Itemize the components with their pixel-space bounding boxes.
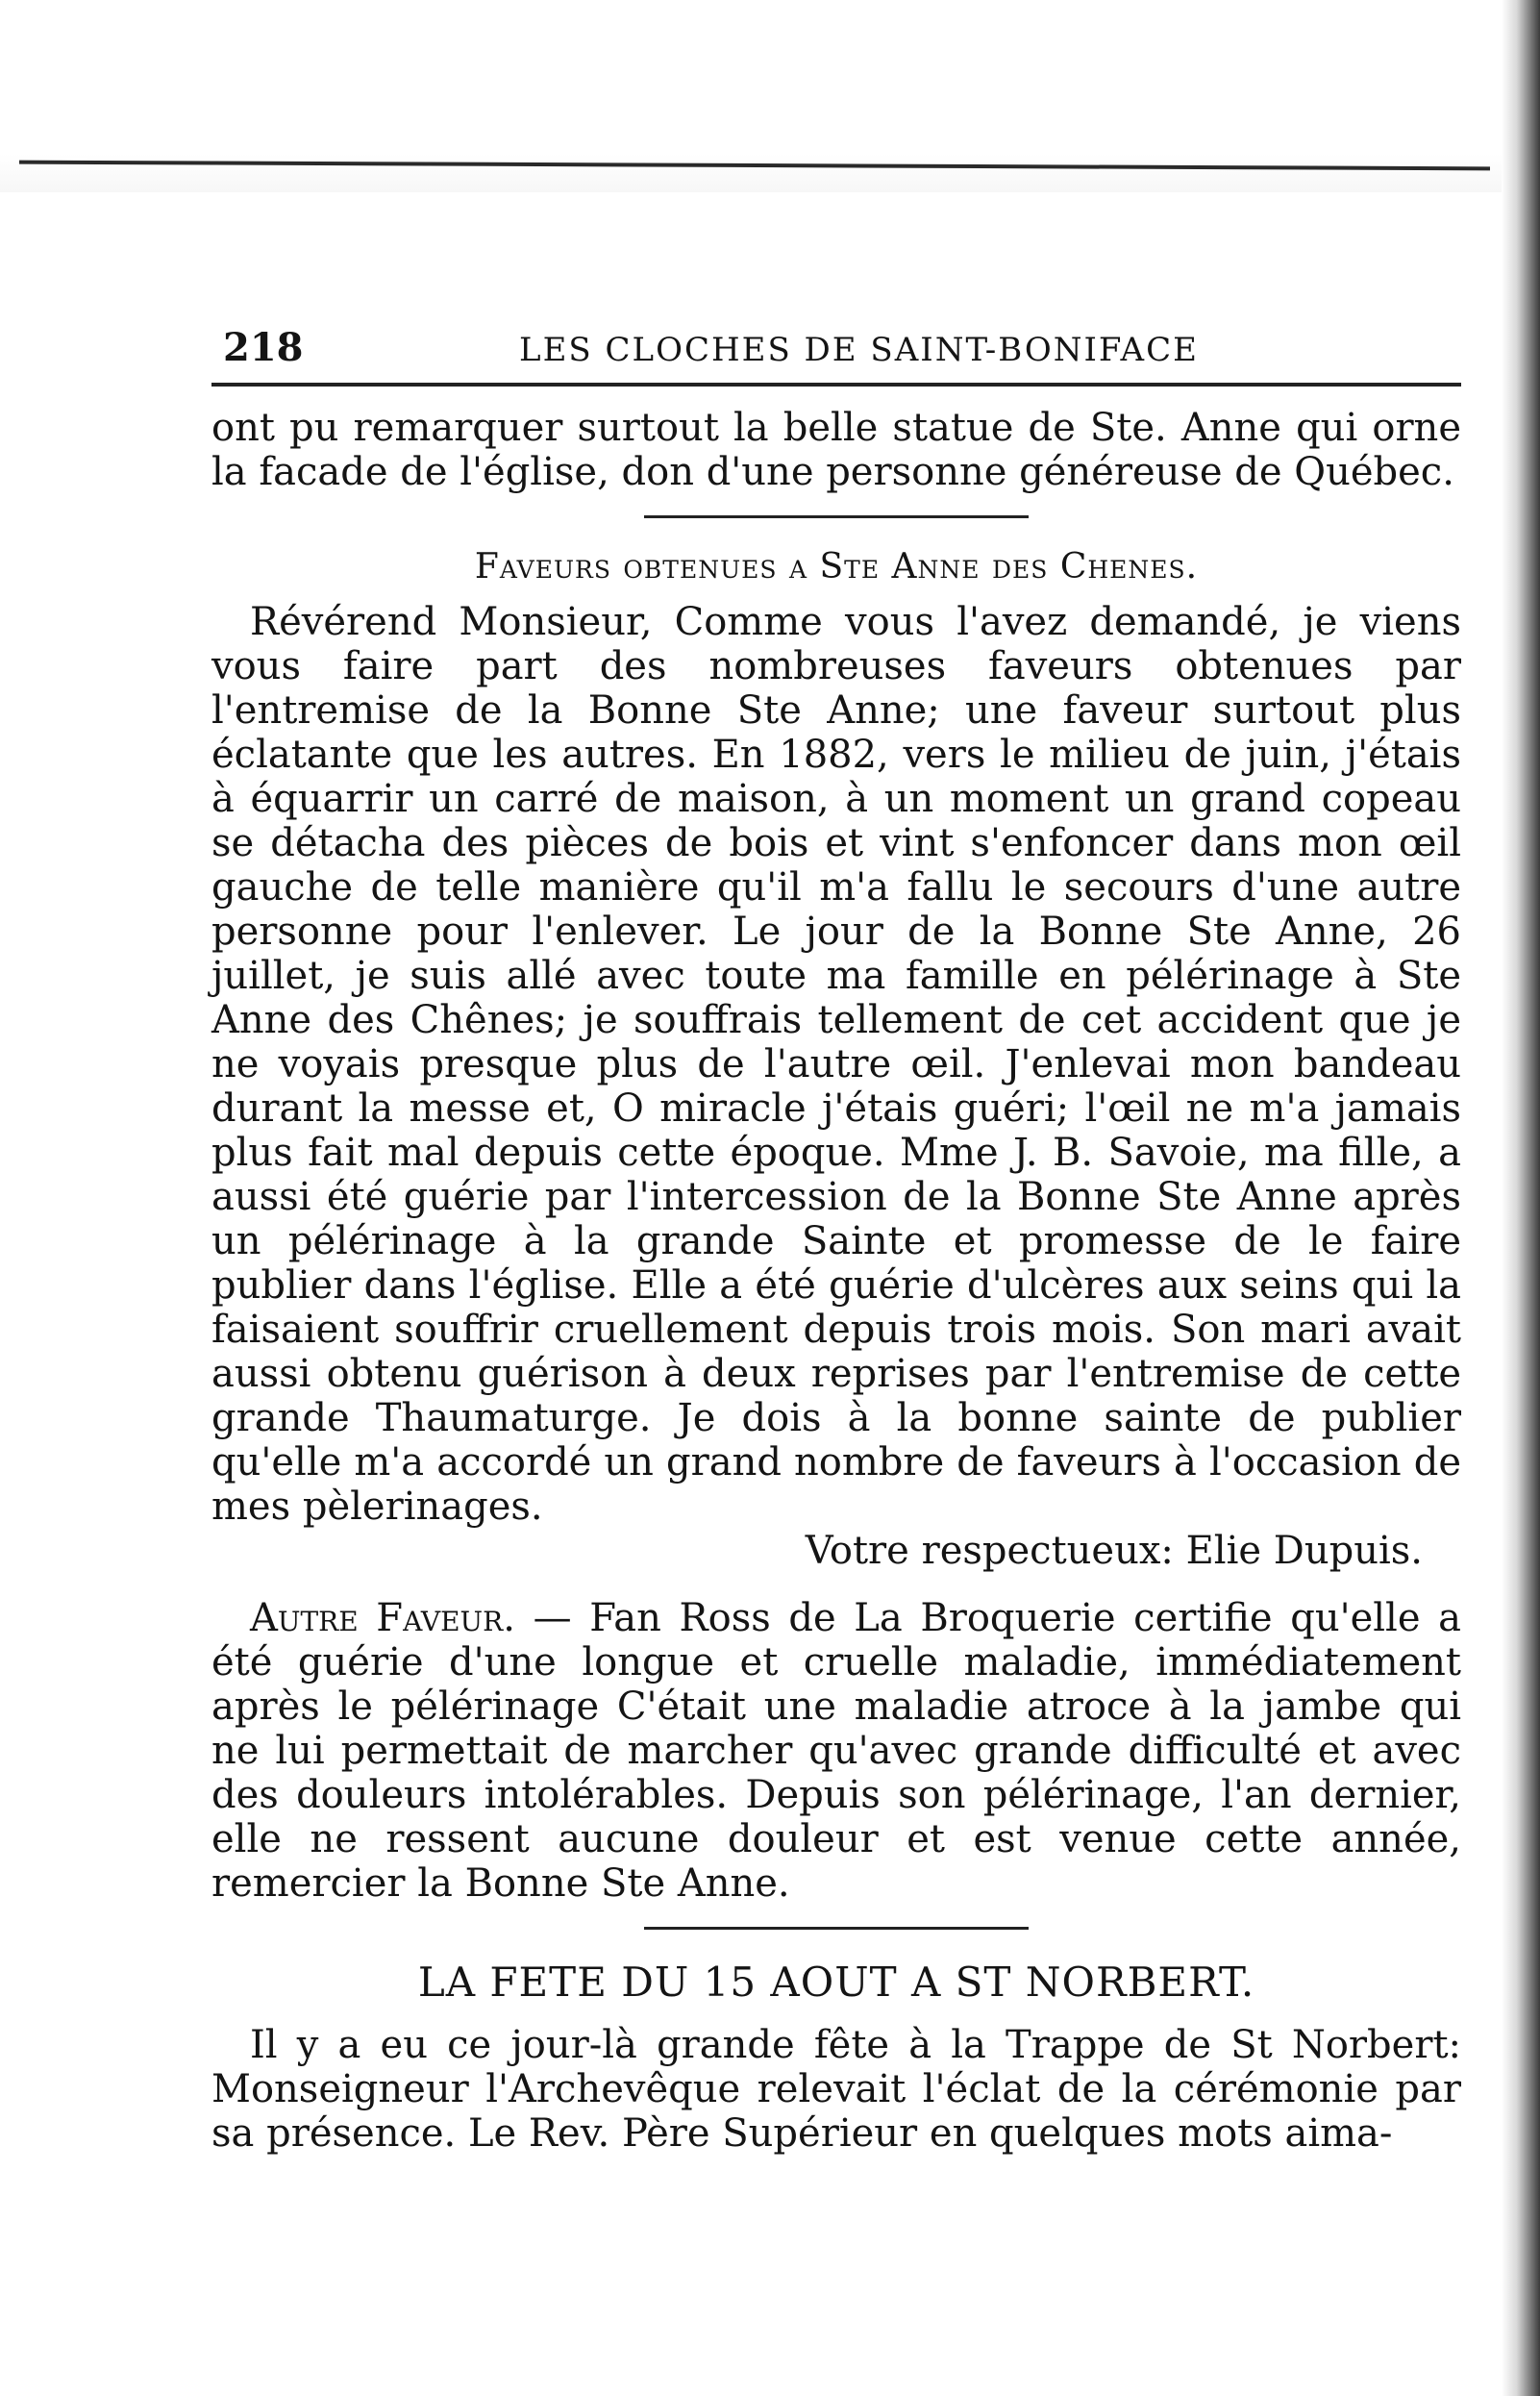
- letter-paragraph: Révérend Monsieur, Comme vous l'avez demandé, je viens vous faire part des nombreuses faveurs obtenues par l'entremise de la Bonne Ste Anne; une faveur surtout plus éclatante que les autres. En 1882, vers le milieu de juin, j'étais à équarrir un carré de maison, à un moment un grand copeau se détacha des pièces de bois et vint s'enfoncer dans mon œil gauche de telle manière qu'il m'a fallu le secours d'une autre personne pour l'enlever. Le jour de la Bonne Ste Anne, 26 juillet, je suis allé avec toute ma famille en pélérinage à Ste Anne des Chênes; je souffrais tellement de cet accident que je ne voyais presque plus de l'autre œil. J'enlevai mon bandeau durant la messe et, O miracle j'étais guéri; l'œil ne m'a jamais plus fait mal depuis cette époque. Mme J. B. Savoie, ma fille, a aussi été guérie par l'intercession de la Bonne Ste Anne après un pélérinage à la grande Sainte et promesse de le faire publier dans l'église. Elle a été guérie d'ulcères aux seins qui la faisaient souffrir cruellement depuis trois mois. Son mari avait aussi obtenu guérison à deux reprises par l'entremise de cette grande Thaumaturge. Je dois à la bonne sainte de publier qu'elle m'a accordé un grand nombre de faveurs à l'occasion de mes pèlerinages.: [211, 600, 1461, 1529]
- opening-paragraph: ont pu remarquer surtout la belle statue de Ste. Anne qui orne la facade de l'église, don d'une personne généreuse de Québec.: [211, 406, 1461, 494]
- section-divider-2: [644, 1927, 1029, 1930]
- fete-paragraph: Il y a eu ce jour-là grande fête à la Trappe de St Norbert: Monseigneur l'Archevêque relevait l'éclat de la cérémonie par sa présence. Le Rev. Père Supérieur en quelques mots aima-: [211, 2023, 1461, 2156]
- autre-faveur-paragraph: [211, 1596, 1461, 1906]
- header-rule: [211, 383, 1461, 387]
- autre-faveur-label: Autre Faveur.: [250, 1596, 515, 1640]
- running-head: [211, 317, 1461, 375]
- running-title: LES CLOCHES DE SAINT-BONIFACE: [519, 331, 1199, 369]
- book-spine-shadow: [1502, 0, 1540, 2396]
- autre-faveur-text: — Fan Ross de La Broquerie certifie qu'elle a été guérie d'une longue et cruelle maladie, immédiatement après le pélérinage C'était une maladie atroce à la jambe qui ne lui permettait de marcher qu'avec grande difficulté et avec des douleurs intolérables. Depuis son pélérinage, l'an dernier, elle ne ressent aucune douleur et est venue cette année, remercier la Bonne Ste Anne.: [211, 1596, 1461, 1906]
- book-page: [211, 317, 1461, 2156]
- section-divider: [644, 515, 1029, 518]
- section-title-fete: LA FETE DU 15 AOUT A ST NORBERT.: [417, 1959, 1255, 2006]
- section-title-faveurs: Faveurs obtenues a Ste Anne des Chenes.: [474, 547, 1199, 587]
- letter-signature: Votre respectueux: Elie Dupuis.: [805, 1529, 1423, 1573]
- page-number: 218: [223, 325, 304, 370]
